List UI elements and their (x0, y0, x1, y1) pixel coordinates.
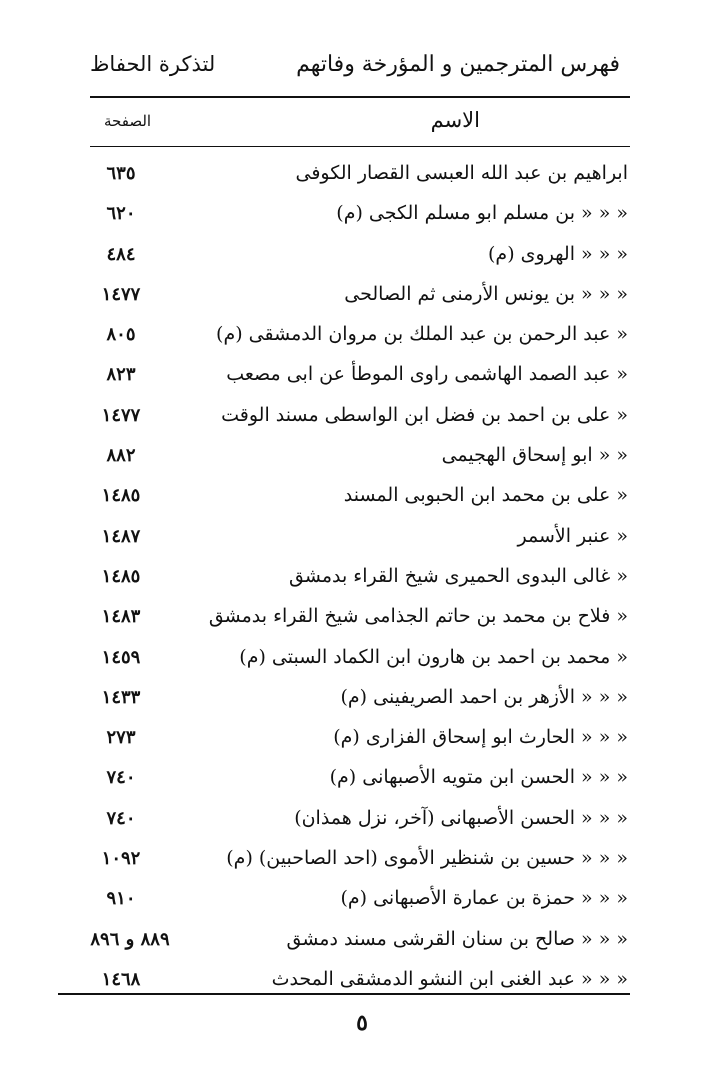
entry-page: ١٤٨٧ (101, 525, 141, 547)
entry-name: « « « بن مسلم ابو مسلم الكجى (م) (336, 202, 628, 225)
index-entry (0, 398, 724, 438)
page-number: ٥ (356, 1010, 368, 1036)
index-entry (0, 478, 724, 518)
entry-name: « محمد بن احمد بن هارون ابن الكماد السبتى (م) (239, 645, 628, 668)
entry-page: ٨٨٩ و ٨٩٦ (90, 928, 170, 950)
header-rule (90, 96, 630, 98)
index-entry (0, 599, 724, 639)
index-entry (0, 519, 724, 559)
index-entry (0, 156, 724, 196)
index-entry (0, 277, 724, 317)
entry-name: « عبد الرحمن بن عبد الملك بن مروان الدمشقى (م) (216, 323, 628, 346)
index-entry (0, 559, 724, 599)
entry-name: « على بن احمد بن فضل ابن الواسطى مسند الوقت (221, 403, 628, 426)
entry-page: ١٤٦٨ (101, 968, 141, 990)
entry-name: « « « الحسن ابن متويه الأصبهانى (م) (329, 766, 628, 789)
entry-name: « عبد الصمد الهاشمى راوى الموطأ عن ابى مصعب (226, 363, 628, 386)
entry-name: « « « بن يونس الأرمنى ثم الصالحى (344, 282, 628, 305)
entry-name: « على بن محمد ابن الحبوبى المسند (343, 484, 628, 507)
entry-name: « « « حسين بن شنظير الأموى (احد الصاحبين) (م) (226, 847, 628, 870)
entry-name: « « « حمزة بن عمارة الأصبهانى (م) (340, 887, 628, 910)
entry-name: « فلاح بن محمد بن حاتم الجذامى شيخ القراء بدمشق (208, 605, 628, 628)
entry-page: ١٠٩٢ (101, 848, 141, 870)
entry-page: ٨٢٣ (106, 364, 136, 386)
entry-name: « « « صالح بن سنان القرشى مسند دمشق (286, 927, 628, 950)
entry-page: ١٤٧٧ (101, 404, 141, 426)
entry-name: ابراهيم بن عبد الله العبسى القصار الكوفى (295, 162, 628, 184)
index-entry (0, 760, 724, 800)
entry-page: ٦٢٠ (106, 203, 136, 225)
entry-page: ٧٤٠ (106, 807, 136, 829)
entry-page: ٦٣٥ (106, 163, 136, 184)
book-title: لتذكرة الحفاظ (90, 52, 216, 76)
footer-rule (58, 993, 630, 995)
entry-page: ١٤٨٥ (101, 485, 141, 507)
entry-name: « « ابو إسحاق الهجيمى (441, 444, 628, 467)
entry-page: ٧٤٠ (106, 767, 136, 789)
entry-page: ١٤٨٥ (101, 565, 141, 587)
entry-page: ١٤٧٧ (101, 283, 141, 305)
column-headers (90, 106, 630, 142)
index-title: فهرس المترجمين و المؤرخة وفاتهم (296, 52, 620, 77)
page-column-header: الصفحة (104, 112, 152, 130)
index-entry (0, 237, 724, 277)
entry-page: ١٤٣٣ (101, 686, 141, 708)
index-entry (0, 640, 724, 680)
entry-page: ٢٧٣ (106, 727, 136, 749)
index-entry (0, 841, 724, 881)
entry-name: « غالى البدوى الحميرى شيخ القراء بدمشق (289, 564, 628, 587)
entry-name: « « « عبد الغنى ابن النشو الدمشقى المحدث (271, 967, 628, 990)
entry-page: ٤٨٤ (106, 243, 136, 265)
entry-name: « « « الأزهر بن احمد الصريفينى (م) (340, 685, 628, 708)
entry-name: « « « الهروى (م) (488, 242, 628, 265)
index-entry (0, 881, 724, 921)
running-head (90, 52, 620, 92)
index-entry (0, 438, 724, 478)
index-entry (0, 801, 724, 841)
entry-name: « « « الحسن الأصبهانى (آخر، نزل همذان) (294, 806, 628, 829)
column-header-rule (90, 146, 630, 147)
entry-name: « « « الحارث ابو إسحاق الفزارى (م) (333, 726, 628, 749)
index-entry (0, 196, 724, 236)
index-entry (0, 317, 724, 357)
index-entries (0, 156, 724, 1002)
index-entry (0, 922, 724, 962)
name-column-header: الاسم (430, 108, 480, 132)
entry-page: ١٤٨٣ (101, 606, 141, 628)
index-entry (0, 720, 724, 760)
index-entry (0, 680, 724, 720)
index-entry (0, 357, 724, 397)
entry-page: ٩١٠ (106, 888, 136, 910)
entry-page: ٨٠٥ (106, 324, 136, 346)
index-entry (0, 962, 724, 1002)
entry-page: ٨٨٢ (106, 445, 136, 467)
entry-name: « عنبر الأسمر (517, 524, 628, 547)
entry-page: ١٤٥٩ (101, 646, 141, 668)
